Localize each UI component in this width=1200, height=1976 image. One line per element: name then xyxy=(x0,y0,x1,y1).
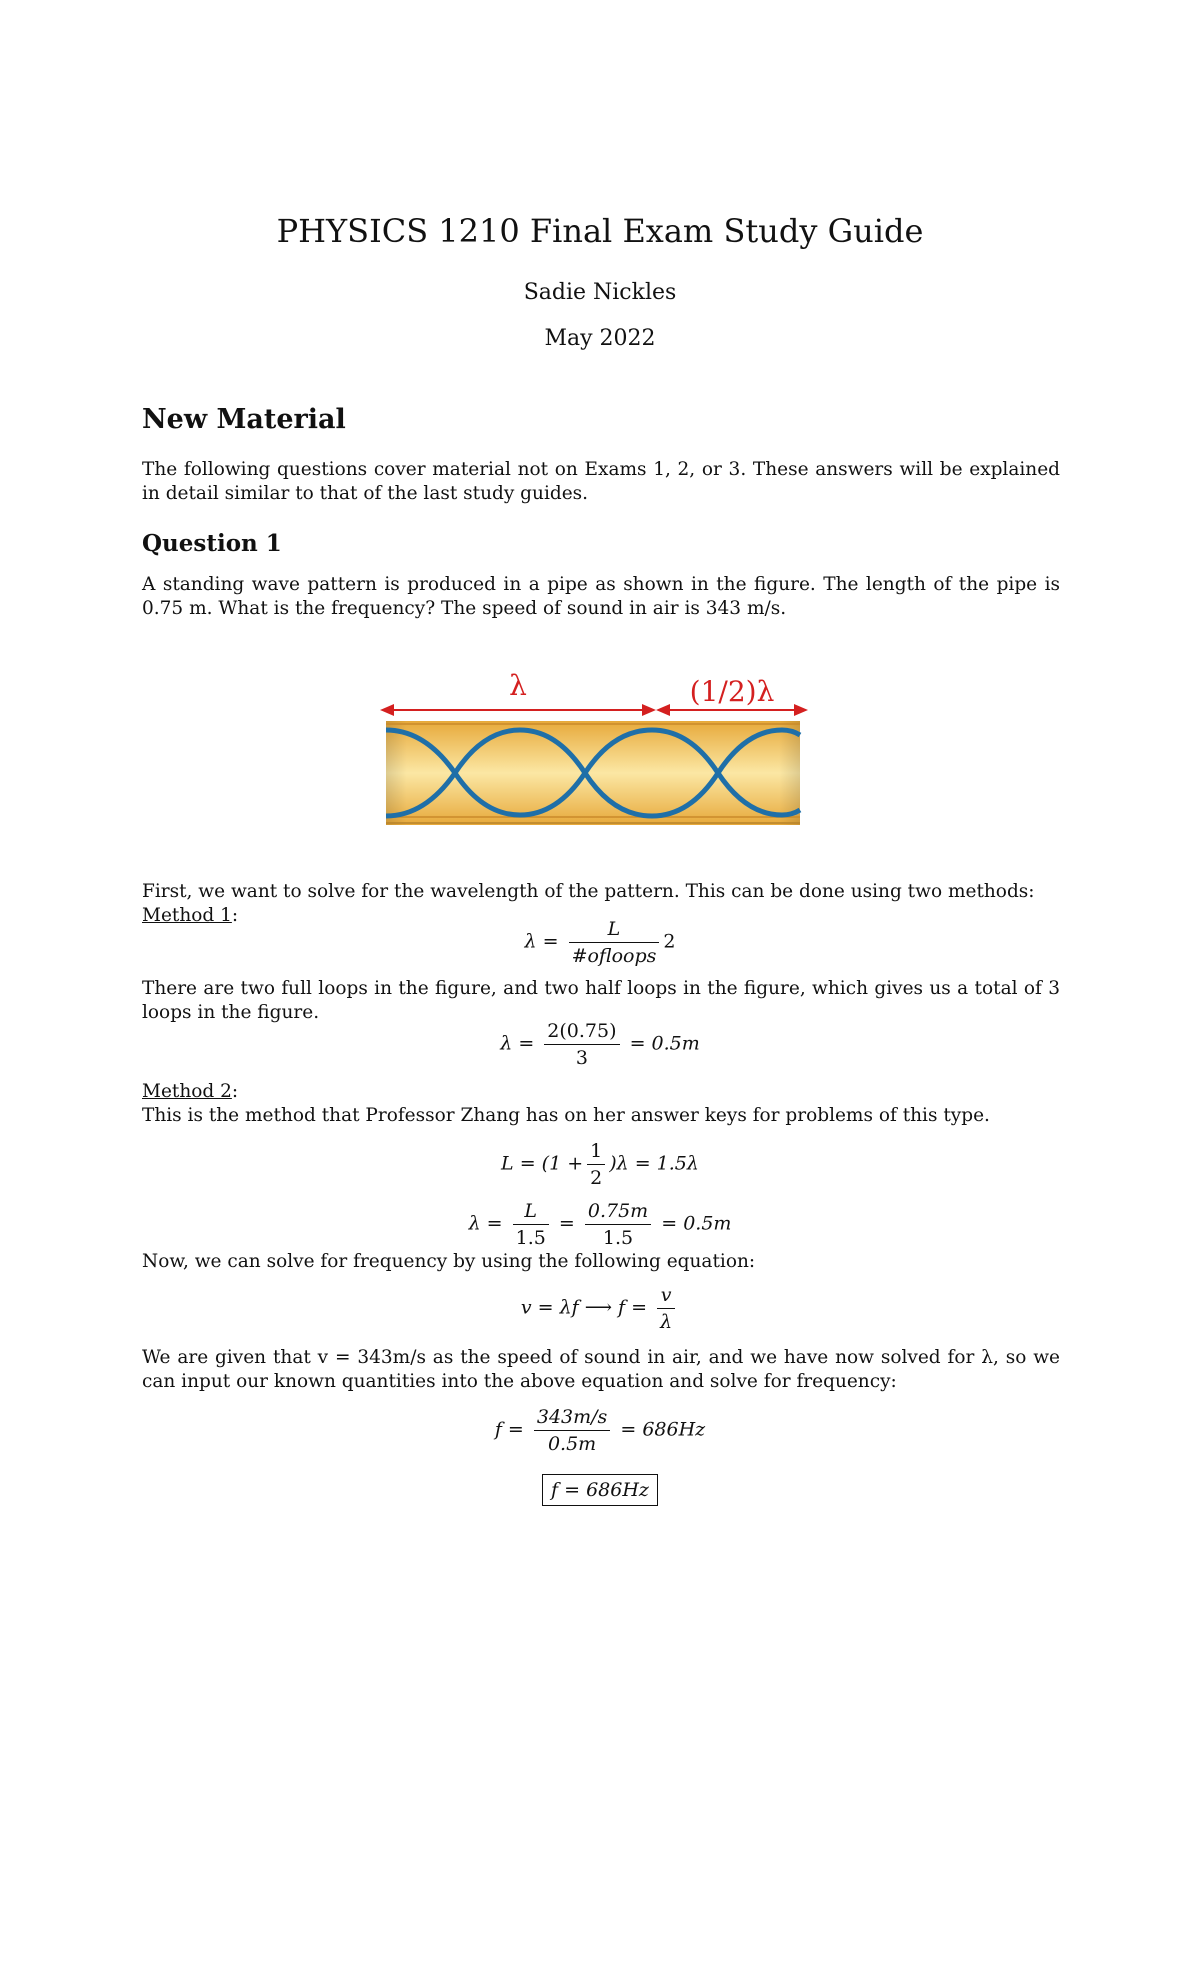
question-heading: Question 1 xyxy=(142,530,282,557)
equation-4: λ = $\frac{L}{1.5}$ = $\frac{0.75m}{1.5}$ = 0.5m xyxy=(468,1200,732,1249)
solution-intro: First, we want to solve for the wavelength of the pattern. This can be done using two methods: xyxy=(142,881,1035,902)
method2-text: This is the method that Professor Zhang has on her answer keys for problems of this type. xyxy=(142,1105,990,1126)
equation-2: λ = $\frac{2(0.75)}{3}$ = 0.5m xyxy=(500,1020,700,1069)
equation-6: f = $\frac{343m/s}{0.5m}$ = 686Hz xyxy=(494,1406,706,1455)
equation-3: L = (1 + $\frac{1}{2}$ )λ = 1.5λ xyxy=(501,1140,699,1189)
document-title: PHYSICS 1210 Final Exam Study Guide xyxy=(276,212,924,250)
given-text: We are given that v = 343m/s as the speed of sound in air, and we have now solved for λ, so we can input our known quantities into the above equation and solve for frequency: xyxy=(142,1347,1060,1392)
method1-label: Method 1 xyxy=(142,905,232,926)
equation-5: v = λf ⟶ f = $\frac{v}{\lambda}$ xyxy=(0,1284,1200,1333)
loops-explanation: There are two full loops in the figure, and two half loops in the figure, which gives us a total of 3 loops in the figure. xyxy=(142,978,1060,1023)
half-wavelength-label: (1/2)λ xyxy=(689,675,775,708)
standing-wave-figure xyxy=(380,665,820,840)
method2-line: Method 2: xyxy=(142,1081,239,1102)
equation-1: λ = $\frac{L}{\text{\#ofloops}}$ 2 xyxy=(524,918,676,967)
method1-line: Method 1: xyxy=(142,905,239,926)
section-intro: The following questions cover material not on Exams 1, 2, or 3. These answers will be explained in detail similar to that of the last study guides. xyxy=(142,459,1060,504)
document-date: May 2022 xyxy=(544,326,656,351)
question-text: A standing wave pattern is produced in a pipe as shown in the figure. The length of the pipe is 0.75 m. What is the frequency? The speed of sound in air is 343 m/s. xyxy=(142,574,1060,619)
wavelength-label: λ xyxy=(509,669,527,702)
answer-box: f = 686Hz xyxy=(542,1474,658,1506)
frequency-intro: Now, we can solve for frequency by using the following equation: xyxy=(142,1251,756,1272)
author-name: Sadie Nickles xyxy=(523,280,677,305)
method2-label: Method 2 xyxy=(142,1081,232,1102)
section-heading: New Material xyxy=(142,404,346,435)
final-answer xyxy=(0,1474,1200,1506)
